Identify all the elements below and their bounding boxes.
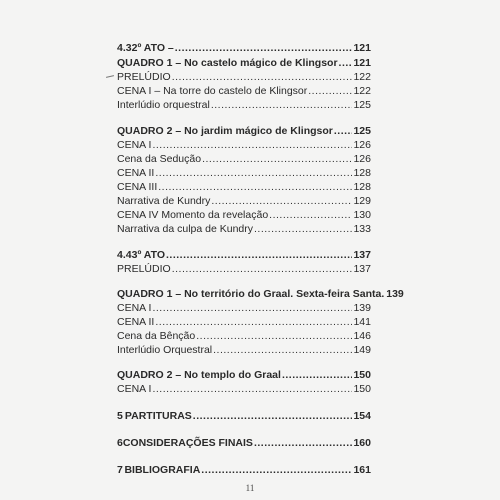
dot-leader — [193, 410, 353, 423]
dot-leader — [254, 223, 352, 236]
toc-entry-title: BIBLIOGRAFIA — [124, 464, 201, 476]
dot-leader — [152, 302, 352, 315]
toc-entry-page: 139 — [386, 288, 404, 300]
toc-entry — [117, 195, 371, 208]
toc-entry-page: 128 — [353, 181, 371, 193]
dot-leader — [196, 330, 352, 343]
toc-entry — [117, 263, 371, 276]
toc-entry-page: 128 — [353, 167, 371, 179]
toc-entry-number: 4.4 — [117, 249, 132, 261]
toc-entry-title: Cena da Sedução — [117, 153, 202, 165]
toc-entry-page: 122 — [353, 71, 371, 83]
toc-entry-page: 160 — [353, 437, 371, 449]
toc-entry-title: CENA II — [117, 167, 155, 179]
toc-entry — [117, 249, 371, 262]
toc-entry-page: 129 — [353, 195, 371, 207]
toc-entry-title: PARTITURAS — [124, 410, 192, 422]
toc-entry-page: 122 — [353, 85, 371, 97]
dot-leader — [152, 139, 352, 152]
toc-entry — [117, 209, 371, 222]
toc-entry — [117, 464, 371, 477]
toc-entry-title: QUADRO 2 – No templo do Graal — [117, 369, 281, 381]
page-number: 11 — [245, 483, 255, 493]
toc-entry — [117, 437, 371, 450]
toc-entry — [117, 344, 371, 357]
toc-entry — [117, 288, 404, 301]
toc-entry-title: CENA II — [117, 316, 155, 328]
toc-entry-page: 121 — [353, 57, 371, 69]
toc-entry — [117, 181, 371, 194]
toc-entry-title: CENA IV Momento da revelação — [117, 209, 269, 221]
toc-entry — [117, 223, 371, 236]
toc-entry-title: CENA III — [117, 181, 158, 193]
toc-entry-title: QUADRO 1 – No território do Graal. Sexta-feira Santa. — [117, 288, 385, 300]
dot-leader — [175, 42, 353, 55]
toc-entry — [117, 139, 371, 152]
toc-entry — [117, 57, 371, 70]
toc-entry — [117, 153, 371, 166]
dot-leader — [201, 464, 352, 477]
dot-leader — [282, 369, 353, 382]
dot-leader — [155, 316, 352, 329]
toc-entry — [117, 125, 371, 138]
toc-entry-title: 2º ATO – — [131, 42, 174, 54]
toc-entry-title: QUADRO 2 – No jardim mágico de Klingsor — [117, 125, 333, 137]
toc-entry-title: CENA I — [117, 383, 152, 395]
margin-pencil-mark — [106, 75, 114, 78]
dot-leader — [211, 99, 353, 112]
dot-leader — [339, 57, 353, 70]
toc-entry-title: CENA I — [117, 302, 152, 314]
toc-entry — [117, 410, 371, 423]
toc-entry-page: 139 — [353, 302, 371, 314]
toc-entry — [117, 167, 371, 180]
toc-entry-title: CENA I – Na torre do castelo de Klingsor — [117, 85, 308, 97]
dot-leader — [202, 153, 352, 166]
toc-entry-number: 4.3 — [117, 42, 132, 54]
dot-leader — [172, 71, 353, 84]
toc-entry-page: 154 — [353, 410, 371, 422]
toc-entry — [117, 383, 371, 396]
toc-entry-title: CENA I — [117, 139, 152, 151]
dot-leader — [158, 181, 352, 194]
toc-entry-title: Narrativa de Kundry — [117, 195, 211, 207]
dot-leader — [155, 167, 352, 180]
toc-entry-page: 150 — [353, 383, 371, 395]
toc-entry — [117, 316, 371, 329]
toc-entry — [117, 85, 371, 98]
toc-entry-title: Cena da Bênção — [117, 330, 196, 342]
toc-entry-title: PRELÚDIO — [117, 71, 171, 83]
toc-entry-page: 149 — [353, 344, 371, 356]
dot-leader — [334, 125, 353, 138]
toc-entry-title: 3º ATO — [131, 249, 166, 261]
toc-entry — [117, 330, 371, 343]
toc-entry-page: 137 — [353, 263, 371, 275]
toc-entry-page: 130 — [353, 209, 371, 221]
toc-entry — [117, 369, 371, 382]
toc-entry-page: 126 — [353, 153, 371, 165]
dot-leader — [166, 249, 352, 262]
toc-entry-page: 125 — [353, 99, 371, 111]
toc-entry-title: QUADRO 1 – No castelo mágico de Klingsor — [117, 57, 338, 69]
toc-entry-title: Interlúdio Orquestral — [117, 344, 213, 356]
toc-entry-page: 121 — [353, 42, 371, 54]
toc-entry — [117, 42, 371, 55]
toc-entry-page: 125 — [353, 125, 371, 137]
toc-entry-number: 6 — [117, 437, 123, 449]
toc-entry — [117, 302, 371, 315]
toc-entry-number: 5 — [117, 410, 123, 422]
dot-leader — [254, 437, 353, 450]
toc-entry-page: 137 — [353, 249, 371, 261]
toc-entry-title: PRELÚDIO — [117, 263, 171, 275]
dot-leader — [211, 195, 352, 208]
toc-entry — [117, 99, 371, 112]
toc-entry-title: CONSIDERAÇÕES FINAIS — [122, 437, 253, 449]
toc-entry-page: 126 — [353, 139, 371, 151]
toc-entry-title: Narrativa da culpa de Kundry — [117, 223, 253, 235]
toc-entry-page: 161 — [353, 464, 371, 476]
dot-leader — [269, 209, 352, 222]
toc-entry-page: 146 — [353, 330, 371, 342]
toc-entry-page: 133 — [353, 223, 371, 235]
dot-leader — [152, 383, 352, 396]
toc-entry-page: 150 — [353, 369, 371, 381]
dot-leader — [308, 85, 352, 98]
toc-entry-page: 141 — [353, 316, 371, 328]
dot-leader — [172, 263, 353, 276]
toc-entry-title: Interlúdio orquestral — [117, 99, 210, 111]
toc-entry — [117, 71, 371, 84]
dot-leader — [213, 344, 352, 357]
toc-entry-number: 7 — [117, 464, 123, 476]
